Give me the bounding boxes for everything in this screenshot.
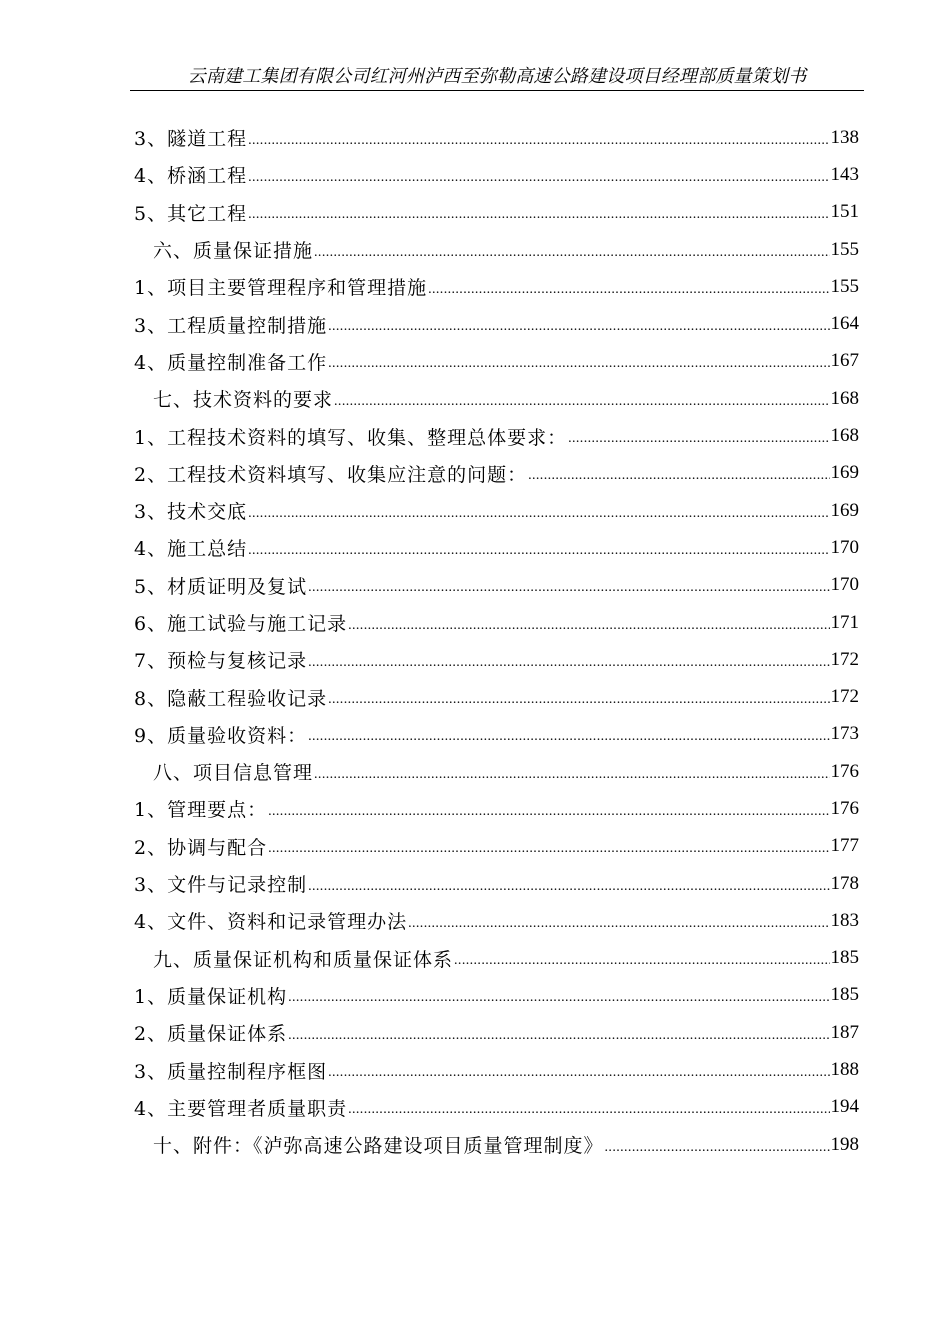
toc-page-number: 169 bbox=[830, 499, 859, 521]
toc-page-number: 176 bbox=[830, 760, 859, 782]
dot-leader bbox=[268, 798, 829, 820]
toc-entry-label: 1、工程技术资料的填写、收集、整理总体要求： bbox=[134, 426, 568, 449]
toc-page-number: 173 bbox=[830, 723, 859, 745]
dot-leader bbox=[334, 388, 829, 410]
dot-leader bbox=[248, 164, 829, 186]
dot-leader bbox=[308, 649, 829, 671]
toc-entry[interactable] bbox=[134, 455, 859, 492]
toc-entry[interactable] bbox=[134, 529, 859, 566]
dot-leader bbox=[605, 1134, 830, 1156]
toc-entry-label: 1、管理要点： bbox=[134, 799, 268, 822]
toc-entry[interactable] bbox=[134, 604, 859, 641]
toc-entry[interactable] bbox=[134, 268, 859, 305]
toc-page-number: 138 bbox=[830, 126, 859, 148]
toc-page-number: 168 bbox=[830, 425, 859, 447]
dot-leader bbox=[248, 201, 829, 223]
toc-entry[interactable] bbox=[134, 417, 859, 454]
dot-leader bbox=[328, 350, 829, 372]
toc-entry-label: 6、施工试验与施工记录 bbox=[134, 613, 348, 635]
toc-page-number: 183 bbox=[830, 909, 859, 931]
toc-page-number: 151 bbox=[830, 201, 859, 223]
toc-entry-label: 九、质量保证机构和质量保证体系 bbox=[153, 948, 454, 971]
dot-leader bbox=[328, 686, 829, 708]
toc-entry-label: 3、隧道工程 bbox=[134, 128, 248, 151]
toc-entry[interactable] bbox=[134, 567, 859, 604]
toc-entry-label: 七、技术资料的要求 bbox=[153, 389, 334, 412]
toc-page-number: 155 bbox=[830, 238, 859, 260]
toc-entry-label: 2、工程技术资料填写、收集应注意的问题： bbox=[134, 463, 528, 486]
toc-entry-label: 5、其它工程 bbox=[134, 202, 248, 225]
toc-page-number: 178 bbox=[830, 872, 859, 894]
dot-leader bbox=[248, 500, 829, 522]
toc-entry-label: 4、质量控制准备工作 bbox=[134, 351, 328, 374]
dot-leader bbox=[454, 947, 829, 969]
toc-page-number: 155 bbox=[830, 275, 859, 297]
dot-leader bbox=[314, 239, 829, 261]
toc-entry-label: 4、主要管理者质量职责 bbox=[134, 1097, 348, 1120]
dot-leader bbox=[268, 835, 829, 857]
toc-page-number: 172 bbox=[830, 648, 859, 670]
toc-entry-label: 4、文件、资料和记录管理办法 bbox=[134, 911, 408, 934]
toc-entry-label: 1、项目主要管理程序和管理措施 bbox=[134, 277, 428, 300]
header-divider bbox=[130, 90, 864, 91]
toc-page-number: 194 bbox=[830, 1096, 859, 1118]
dot-leader bbox=[428, 276, 829, 298]
toc-page-number: 176 bbox=[830, 797, 859, 819]
running-header: 云南建工集团有限公司红河州泸西至弥勒高速公路建设项目经理部质量策划书 bbox=[187, 66, 807, 87]
toc-entry-label: 9、质量验收资料： bbox=[134, 724, 308, 747]
toc-entry[interactable] bbox=[134, 641, 859, 678]
toc-entry-label: 3、文件与记录控制 bbox=[134, 874, 308, 897]
toc-page-number: 187 bbox=[830, 1021, 859, 1043]
dot-leader bbox=[314, 761, 829, 783]
toc-section-entry[interactable] bbox=[134, 753, 859, 790]
toc-entry[interactable] bbox=[134, 343, 859, 380]
toc-entry-label: 4、施工总结 bbox=[134, 538, 248, 561]
toc-entry[interactable] bbox=[134, 902, 859, 939]
toc-entry-label: 8、隐蔽工程验收记录 bbox=[134, 687, 328, 710]
toc-section-entry[interactable] bbox=[134, 231, 859, 268]
dot-leader bbox=[408, 910, 829, 932]
toc-page-number: 172 bbox=[830, 686, 859, 708]
toc-entry-label: 1、质量保证机构 bbox=[134, 985, 288, 1008]
toc-entry-label: 八、项目信息管理 bbox=[153, 762, 314, 785]
toc-entry-label: 5、材质证明及复试 bbox=[134, 575, 308, 598]
toc-page-number: 167 bbox=[830, 350, 859, 372]
toc-entry[interactable] bbox=[134, 865, 859, 902]
toc-entry[interactable] bbox=[134, 1089, 859, 1126]
dot-leader bbox=[328, 313, 829, 335]
toc-page-number: 164 bbox=[830, 313, 859, 335]
toc-entry[interactable] bbox=[134, 305, 859, 342]
toc-entry[interactable] bbox=[134, 977, 859, 1014]
toc-page-number: 177 bbox=[830, 835, 859, 857]
toc-entry[interactable] bbox=[134, 194, 859, 231]
toc-page-number: 198 bbox=[830, 1133, 859, 1155]
toc-entry-label: 4、桥涵工程 bbox=[134, 165, 248, 188]
dot-leader bbox=[528, 462, 829, 484]
toc-page-number: 171 bbox=[830, 611, 859, 633]
toc-entry[interactable] bbox=[134, 678, 859, 715]
toc-page-number: 188 bbox=[830, 1059, 859, 1081]
toc-section-entry[interactable] bbox=[134, 380, 859, 417]
toc-entry-label: 2、协调与配合 bbox=[134, 836, 268, 859]
toc-page-number: 170 bbox=[830, 536, 859, 558]
toc-entry[interactable] bbox=[134, 119, 859, 156]
toc-entry-label: 3、技术交底 bbox=[134, 501, 248, 524]
toc-section-entry[interactable] bbox=[134, 940, 859, 977]
toc-entry[interactable] bbox=[134, 1051, 859, 1088]
toc-entry-label: 十、附件：《泸弥高速公路建设项目质量管理制度》 bbox=[153, 1135, 604, 1158]
toc-entry-label: 2、质量保证体系 bbox=[134, 1023, 288, 1046]
toc-entry[interactable] bbox=[134, 1014, 859, 1051]
dot-leader bbox=[308, 723, 829, 745]
toc-entry[interactable] bbox=[134, 716, 859, 753]
toc-page-number: 185 bbox=[830, 984, 859, 1006]
table-of-contents bbox=[134, 119, 859, 1163]
toc-entry-label: 六、质量保证措施 bbox=[153, 240, 314, 263]
toc-page-number: 170 bbox=[830, 574, 859, 596]
dot-leader bbox=[248, 537, 829, 559]
dot-leader bbox=[288, 984, 829, 1006]
toc-entry-label: 3、工程质量控制措施 bbox=[134, 314, 328, 337]
dot-leader bbox=[348, 612, 829, 634]
dot-leader bbox=[308, 574, 829, 596]
dot-leader bbox=[348, 1096, 829, 1118]
toc-page-number: 143 bbox=[830, 163, 859, 185]
dot-leader bbox=[308, 873, 829, 895]
dot-leader bbox=[328, 1059, 829, 1081]
toc-page-number: 169 bbox=[830, 462, 859, 484]
toc-page-number: 168 bbox=[830, 387, 859, 409]
dot-leader bbox=[568, 425, 829, 447]
toc-entry[interactable] bbox=[134, 492, 859, 529]
dot-leader bbox=[248, 127, 829, 149]
toc-entry-label: 7、预检与复核记录 bbox=[134, 650, 308, 673]
toc-entry-label: 3、质量控制程序框图 bbox=[134, 1060, 328, 1083]
toc-page-number: 185 bbox=[830, 947, 859, 969]
dot-leader bbox=[288, 1022, 829, 1044]
toc-entry[interactable] bbox=[134, 790, 859, 827]
toc-entry[interactable] bbox=[134, 828, 859, 865]
toc-section-entry[interactable] bbox=[134, 1126, 859, 1163]
toc-entry[interactable] bbox=[134, 156, 859, 193]
